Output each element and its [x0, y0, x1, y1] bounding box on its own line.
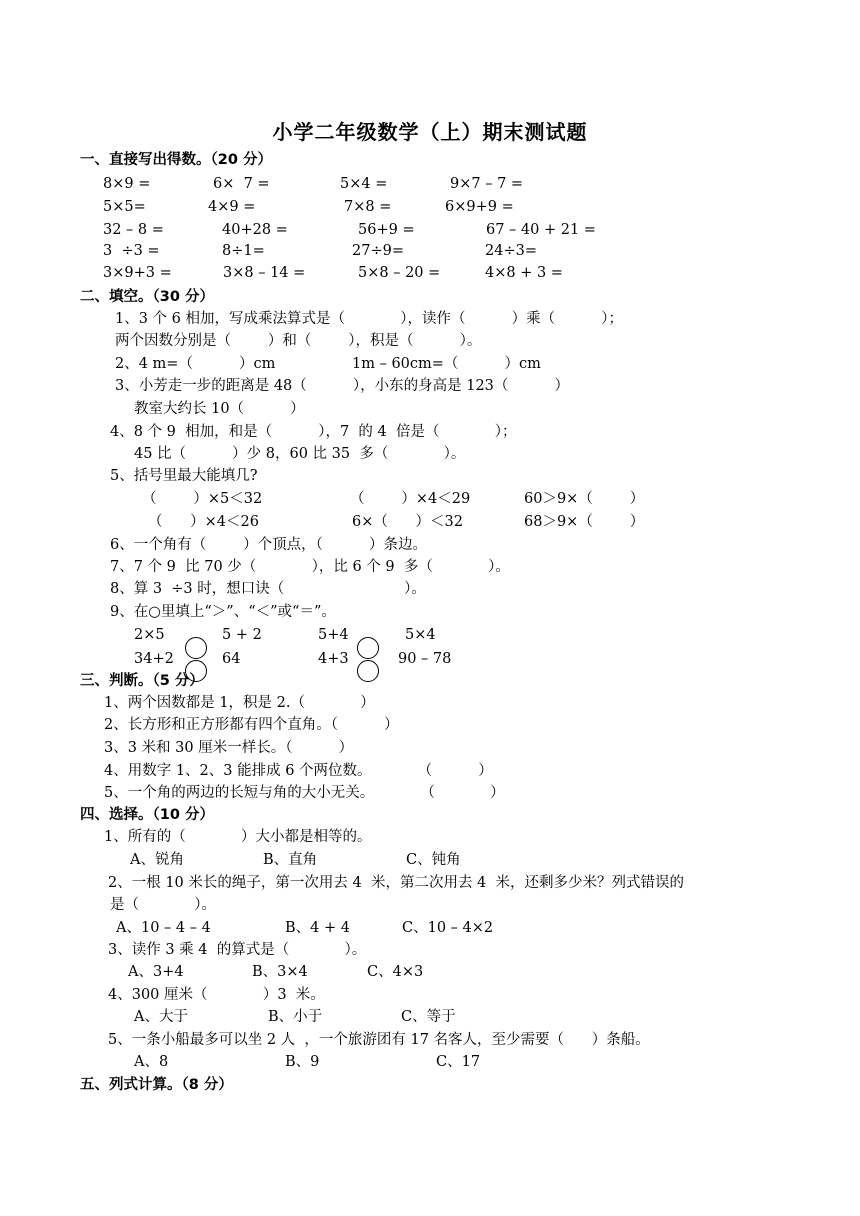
choice-question: 5、一条小船最多可以坐 2 人 ，一个旅游团有 17 名客人，至少需要（ ）条船。 [108, 1032, 650, 1048]
calc-item: 56+9 = [358, 222, 415, 238]
choice-option: A、10 – 4 – 4 [116, 920, 211, 936]
fill-question: 1m – 60cm=（ ）cm [352, 356, 541, 372]
calc-item: 7×8 = [344, 199, 392, 215]
fill-item: 6×（ ）＜32 [352, 514, 463, 530]
choice-option: A、大于 [134, 1009, 188, 1025]
compare-circle[interactable] [357, 660, 379, 682]
choice-option: C、等于 [401, 1009, 456, 1025]
fill-item: （ ）×4＜29 [350, 491, 471, 507]
fill-question: 2、4 m=（ ）cm [115, 356, 276, 372]
fill-question: 7、7 个 9 比 70 少（ ），比 6 个 9 多（ ）。 [110, 559, 510, 575]
judge-item: 4、用数字 1、2、3 能排成 6 个两位数。 （ ） [104, 763, 493, 779]
calc-item: 9×7 – 7 = [450, 176, 524, 192]
fill-item: （ ）×5＜32 [142, 491, 263, 507]
compare-circle[interactable] [185, 637, 207, 659]
fill-question: 5、括号里最大能填几? [110, 468, 258, 484]
calc-item: 3×8 – 14 = [223, 265, 306, 281]
judge-item: 5、一个角的两边的长短与角的大小无关。 （ ） [104, 785, 505, 801]
judge-item: 1、两个因数都是 1，积是 2.（ ） [104, 695, 375, 711]
choice-question: 4、300 厘米（ ）3 米。 [108, 987, 325, 1003]
fill-item: 68＞9×（ ） [524, 514, 645, 530]
choice-option: C、10 – 4×2 [402, 920, 494, 936]
choice-question: 1、所有的（ ）大小都是相等的。 [104, 829, 372, 845]
choice-option: B、小于 [268, 1009, 323, 1025]
calc-item: 8×9 = [103, 176, 151, 192]
choice-option: B、9 [285, 1054, 320, 1070]
choice-option: A、锐角 [130, 852, 184, 868]
compare-circle[interactable] [357, 637, 379, 659]
compare-item: 2×5 [134, 627, 165, 643]
calc-item: 4×8 + 3 = [485, 265, 563, 281]
calc-item: 5×5= [103, 199, 146, 215]
compare-item: 4+3 [318, 651, 349, 667]
calc-item: 4×9 = [208, 199, 256, 215]
choice-option: C、钝角 [406, 852, 461, 868]
fill-question: 3、小芳走一步的距离是 48（ ），小东的身高是 123（ ） [115, 378, 570, 394]
calc-item: 24÷3= [485, 243, 537, 259]
fill-item: （ ）×4＜26 [148, 514, 259, 530]
choice-option: B、4 + 4 [285, 920, 350, 936]
calc-item: 27÷9= [352, 243, 404, 259]
compare-item: 90 – 78 [398, 651, 452, 667]
calc-item: 6× 7 = [213, 176, 270, 192]
section-2-heading: 二、填空。（30 分） [80, 289, 214, 305]
section-3-heading: 三、判断。（5 分） [80, 673, 204, 689]
fill-question: 两个因数分别是（ ）和（ ），积是（ ）。 [115, 333, 482, 349]
choice-option: C、17 [436, 1054, 481, 1070]
calc-item: 40+28 = [222, 222, 288, 238]
judge-item: 3、3 米和 30 厘米一样长。（ ） [104, 740, 354, 756]
section-5-heading: 五、列式计算。（8 分） [80, 1077, 233, 1093]
choice-option: A、3+4 [128, 964, 184, 980]
fill-question: 6、一个角有（ ）个顶点，（ ）条边。 [110, 537, 427, 553]
choice-question: 3、读作 3 乘 4 的算式是（ ）。 [108, 942, 367, 958]
calc-item: 67 – 40 + 21 = [486, 222, 596, 238]
judge-item: 2、长方形和正方形都有四个直角。（ ） [104, 717, 399, 733]
calc-item: 8÷1= [222, 243, 265, 259]
calc-item: 5×8 – 20 = [358, 265, 441, 281]
fill-question: 教室大约长 10（ ） [134, 401, 305, 417]
fill-question: 9、在○里填上“＞”、“＜”或“＝”。 [110, 604, 336, 620]
choice-question: 是（ ）。 [110, 897, 217, 913]
calc-item: 6×9+9 = [445, 199, 514, 215]
choice-option: C、4×3 [367, 964, 424, 980]
compare-item: 5×4 [405, 627, 436, 643]
page-title: 小学二年级数学（上）期末测试题 [272, 120, 588, 144]
choice-option: A、8 [134, 1054, 169, 1070]
calc-item: 5×4 = [340, 176, 388, 192]
fill-question: 45 比（ ）少 8，60 比 35 多（ ）。 [134, 446, 466, 462]
compare-item: 34+2 [134, 651, 174, 667]
section-4-heading: 四、选择。（10 分） [80, 807, 214, 823]
fill-question: 4、8 个 9 相加，和是（ ），7 的 4 倍是（ ）； [110, 424, 517, 440]
calc-item: 3 ÷3 = [103, 243, 160, 259]
calc-item: 32 – 8 = [103, 222, 164, 238]
calc-item: 3×9+3 = [103, 265, 172, 281]
fill-question: 1、3 个 6 相加，写成乘法算式是（ ），读作（ ）乘（ ）； [115, 311, 623, 327]
section-1-heading: 一、直接写出得数。（20 分） [80, 152, 272, 168]
choice-question: 2、一根 10 米长的绳子，第一次用去 4 米，第二次用去 4 米，还剩多少米？列式错误的 [108, 875, 684, 891]
compare-item: 5+4 [318, 627, 349, 643]
fill-item: 60＞9×（ ） [524, 491, 645, 507]
choice-option: B、直角 [263, 852, 318, 868]
compare-item: 64 [222, 651, 241, 667]
choice-option: B、3×4 [252, 964, 308, 980]
compare-item: 5 + 2 [222, 627, 262, 643]
fill-question: 8、算 3 ÷3 时，想口诀（ ）。 [110, 581, 426, 597]
